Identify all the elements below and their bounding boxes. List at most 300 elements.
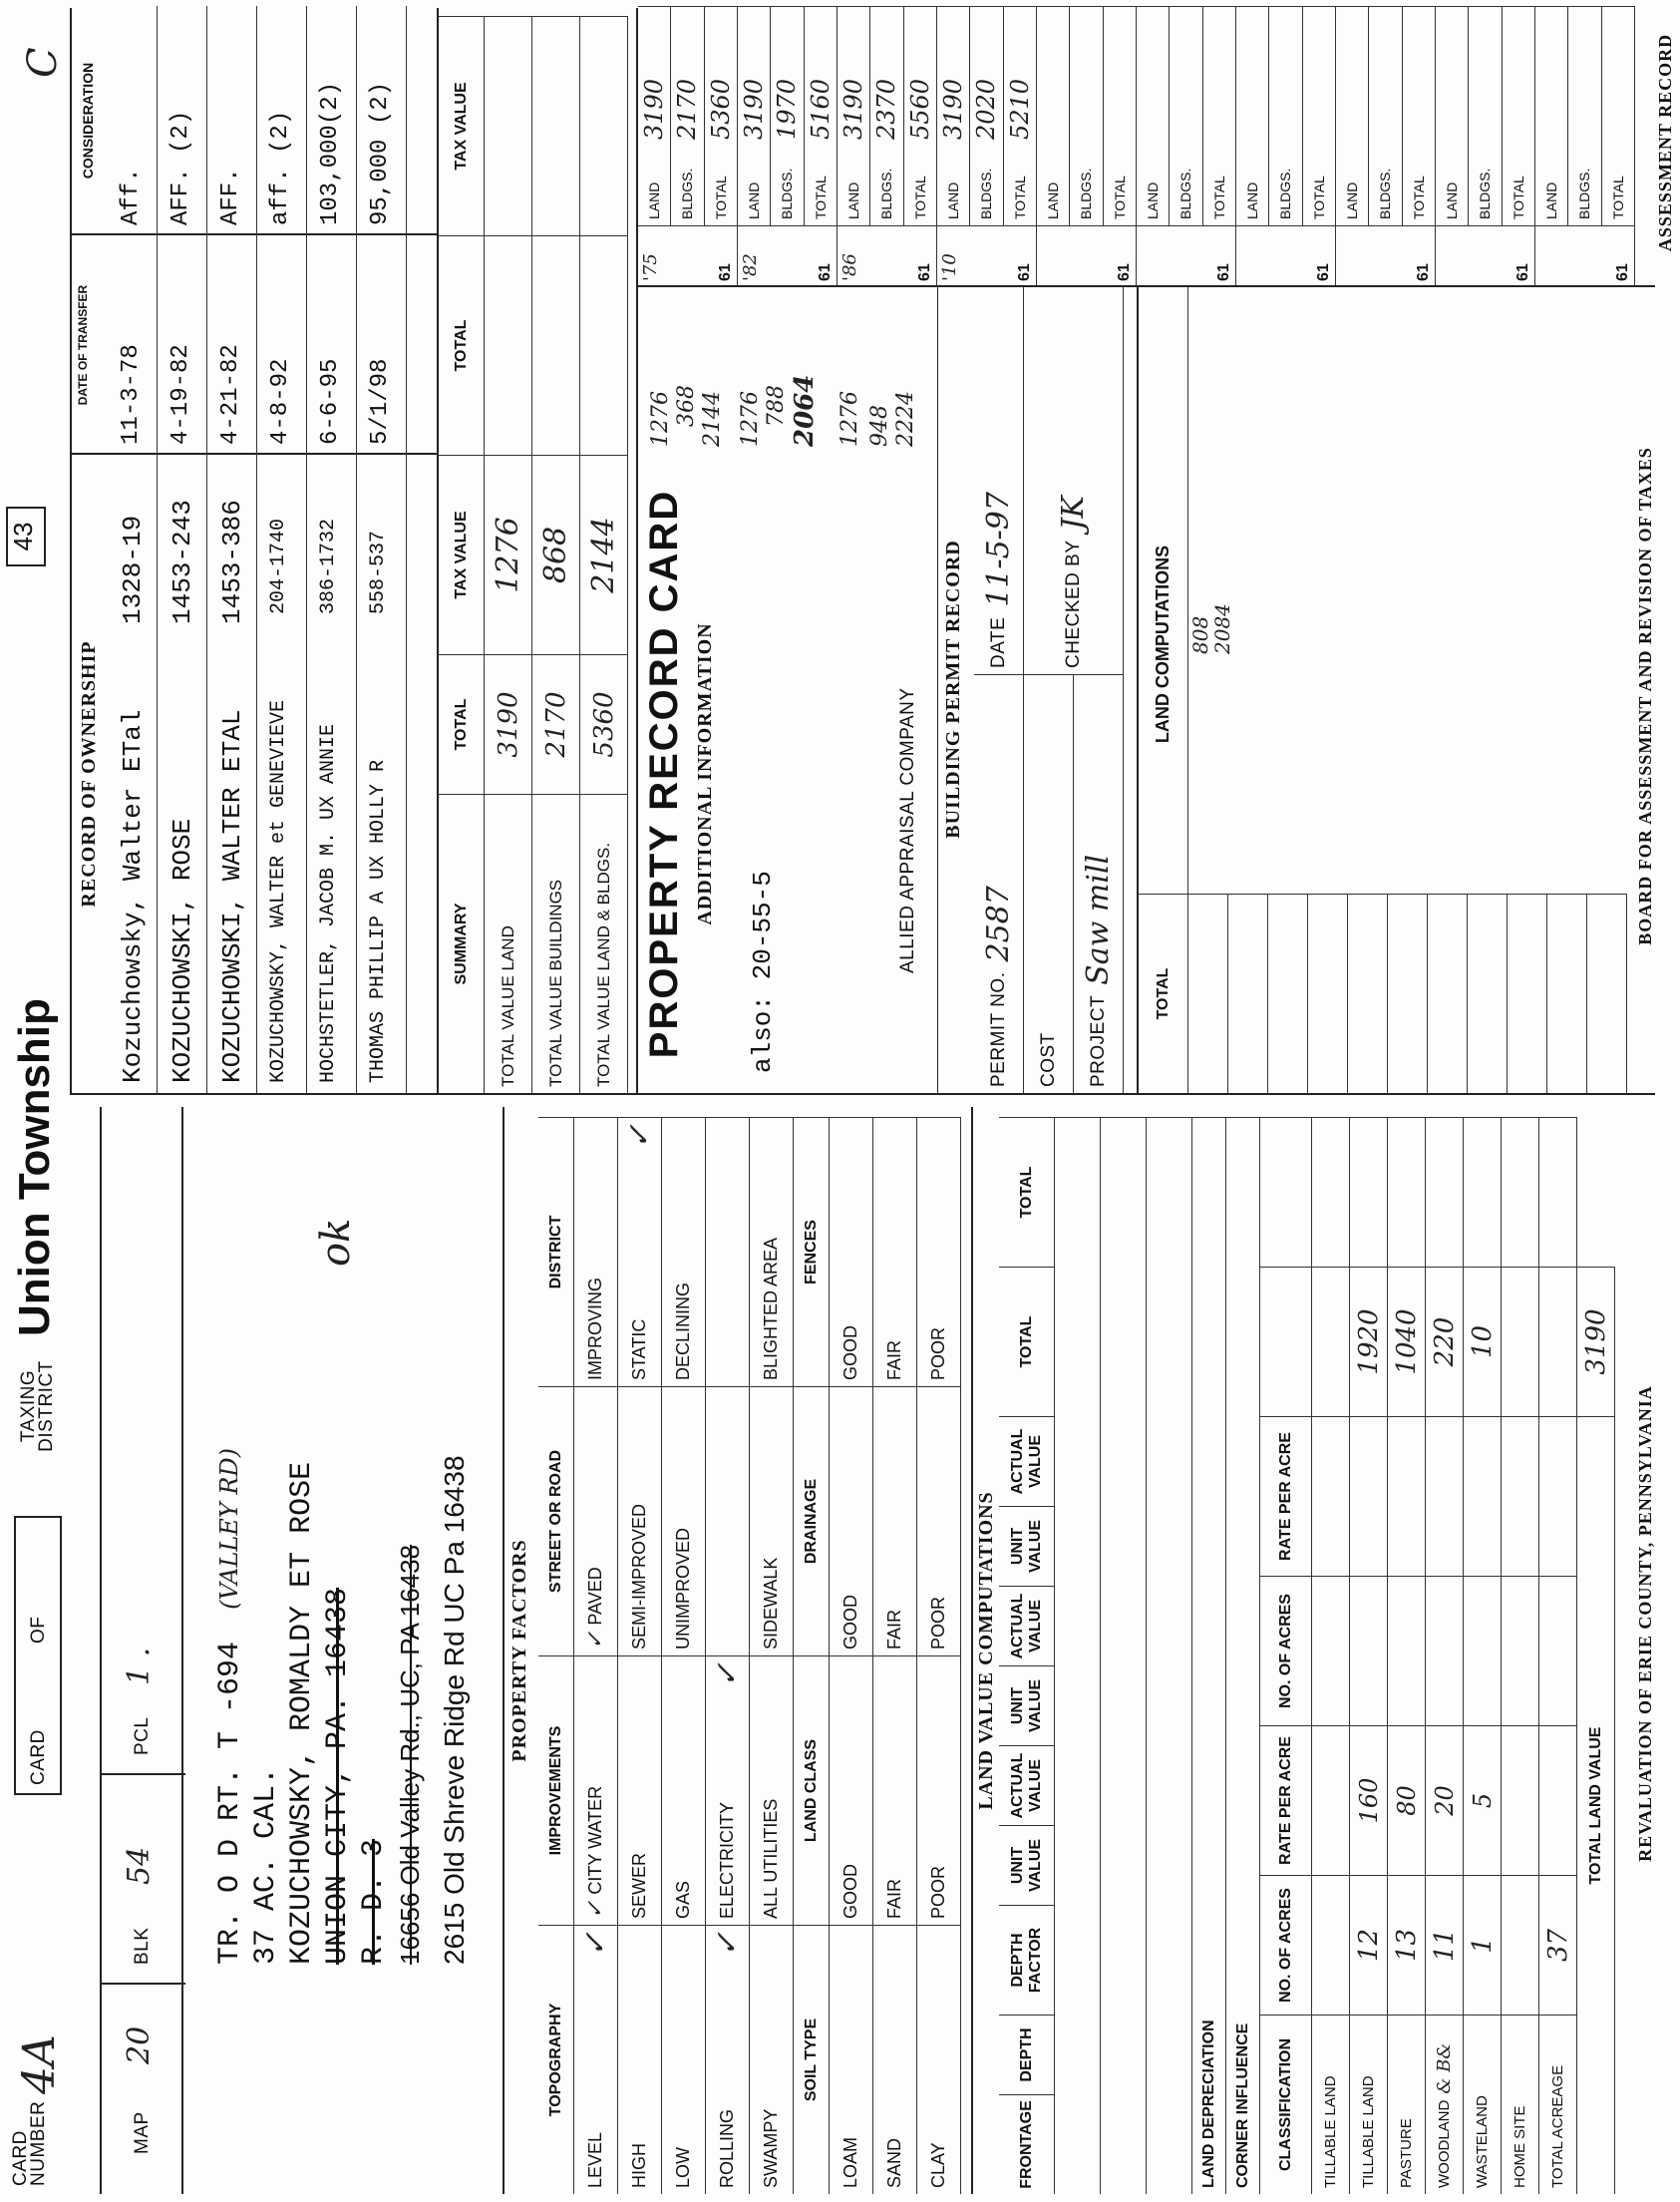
rate-cell[interactable] (1350, 1725, 1388, 1875)
assessment-year-value: '82 (740, 253, 761, 281)
consideration: Aff. (118, 168, 145, 225)
summary-tax-cell-2[interactable] (485, 16, 532, 235)
summary-total-cell[interactable] (580, 654, 628, 794)
class-total-cell[interactable] (1350, 1267, 1388, 1416)
land-class-good[interactable] (830, 1655, 873, 1925)
assessment-bldgs-label: BLDGS. (878, 168, 895, 219)
assessment-year (738, 225, 838, 285)
box-number: 43 (6, 507, 46, 566)
class-total-cell[interactable] (1426, 1267, 1464, 1416)
of-label: OF (28, 1616, 49, 1644)
assessment-year-prefix: 61 (817, 263, 834, 281)
deed-reference: 558-537 (367, 530, 390, 614)
assessment-year-prefix: 61 (1215, 263, 1232, 281)
rate-cell[interactable] (1312, 1725, 1350, 1875)
summary-table (439, 8, 638, 1095)
actual-value-col-2: ACTUAL VALUE (999, 1586, 1055, 1665)
summary-label: TOTAL VALUE BUILDINGS (545, 879, 565, 1087)
fences-fair[interactable] (873, 1117, 917, 1386)
handwritten-notes (638, 287, 937, 457)
note-value: 1276 (738, 391, 763, 447)
assessment-land-label: LAND (1344, 182, 1361, 219)
lc-row[interactable] (1508, 894, 1547, 1093)
address-line-2: 37 AC. CAL. (249, 1766, 283, 1965)
rate-value: 80 (1392, 1785, 1421, 1816)
label: ROLLING (717, 2108, 737, 2188)
owner-name: Kozuchowsky, Walter ETal (118, 709, 148, 1083)
rate-cell[interactable] (1464, 1725, 1502, 1875)
lc-row[interactable] (1428, 894, 1468, 1093)
topography-low[interactable] (662, 1925, 706, 2194)
label: ALL UTILITIES (761, 1798, 781, 1919)
classification-label: TILLABLE LAND (1360, 2075, 1377, 2188)
note-value: 788 (764, 385, 789, 427)
assessment-total-label: TOTAL (911, 176, 928, 219)
date-value: 11-5-97 (981, 492, 1016, 607)
acres-value: 37 (1542, 1928, 1573, 1963)
class-total-value: 1920 (1353, 1308, 1384, 1375)
summary-tax-cell-2[interactable] (532, 16, 580, 235)
card-number-label: CARD NUMBER (10, 2100, 49, 2186)
summary-label-cell (485, 794, 532, 1093)
ownership-rows (108, 6, 407, 1093)
district-declining[interactable] (662, 1117, 706, 1386)
rate-cell-2[interactable] (1426, 1416, 1464, 1576)
rate-value: 160 (1354, 1777, 1383, 1824)
lc-row[interactable] (1388, 894, 1428, 1093)
assessment-year-prefix: 61 (1614, 263, 1631, 281)
label: SAND (884, 2137, 904, 2188)
assessment-total-label: TOTAL (1609, 176, 1626, 219)
fences-header: FENCES (794, 1117, 830, 1386)
land-value-computations (971, 1107, 1619, 2194)
acres-cell-2[interactable] (1464, 1576, 1502, 1725)
permit-project[interactable] (1074, 674, 1124, 1093)
classification-label: TOTAL ACREAGE (1549, 2064, 1566, 2188)
assessment-year (937, 225, 1037, 285)
assessment-bldgs-cell[interactable] (1369, 6, 1402, 225)
assessment-bldgs-cell[interactable] (771, 6, 804, 225)
assessment-year (1336, 225, 1436, 285)
lc-grid (1188, 894, 1647, 1093)
classification-label: WASTELAND (1474, 2095, 1491, 2188)
summary-total-cell-2[interactable] (485, 235, 532, 455)
assessment-bldgs-label: BLDGS. (1576, 168, 1593, 219)
acres-value: 1 (1467, 1937, 1498, 1954)
improvements-header: IMPROVEMENTS (538, 1655, 574, 1925)
land-depreciation: LAND DEPRECIATION (1192, 1117, 1226, 2194)
label: PAVED (585, 1567, 605, 1626)
assessment-bldgs-cell[interactable] (1568, 6, 1601, 225)
total-col-1: TOTAL (999, 1267, 1055, 1416)
lc-value: 2084 (1210, 603, 1234, 654)
frontage-row[interactable] (1101, 1117, 1147, 2194)
deed-reference: 1453-386 (217, 500, 247, 624)
address-line-7: 2615 Old Shreve Ridge Rd UC Pa 16438 (439, 1455, 470, 1965)
consideration: 95,000 (2) (367, 81, 394, 225)
assessment-title: ASSESSMENT RECORD (1655, 33, 1675, 252)
acres-cell-2[interactable] (1426, 1576, 1464, 1725)
street-semi-improved[interactable] (618, 1386, 662, 1655)
summary-total: 2170 (540, 691, 571, 758)
soil-loam[interactable] (830, 1925, 873, 2194)
label: SEWER (629, 1852, 649, 1919)
street-header: STREET OR ROAD (538, 1386, 574, 1655)
assessment-total-label: TOTAL (1310, 176, 1327, 219)
also-parcel: also: 20-55-5 (748, 871, 778, 1073)
rate-value: 5 (1468, 1792, 1497, 1809)
rate-cell-2[interactable] (1464, 1416, 1502, 1576)
summary-total-cell-2[interactable] (580, 235, 628, 455)
fences-poor[interactable] (917, 1117, 961, 1386)
assessment-bldgs-label: BLDGS. (1377, 168, 1394, 219)
assessment-year (1137, 225, 1236, 285)
summary-total-cell[interactable] (532, 654, 580, 794)
improvement-electricity[interactable] (706, 1655, 750, 1925)
label: SWAMPY (761, 2108, 781, 2188)
rate-cell-2[interactable] (1350, 1416, 1388, 1576)
depth-col: DEPTH (999, 2015, 1055, 2094)
assessment-land-cell[interactable] (937, 6, 970, 225)
summary-label: TOTAL VALUE LAND & BLDGS. (593, 842, 613, 1087)
acres-cell-2[interactable] (1350, 1576, 1388, 1725)
label: GOOD (840, 1594, 860, 1650)
lc-row[interactable] (1308, 894, 1348, 1093)
transfer-date: 4-8-92 (267, 358, 294, 445)
map-value: 20 (122, 2025, 157, 2064)
assessment-total-cell[interactable] (1503, 6, 1535, 225)
soil-sand[interactable] (873, 1925, 917, 2194)
assessment-land-label: LAND (1543, 182, 1560, 219)
rate-cell[interactable] (1502, 1725, 1539, 1875)
assessment-land-label: LAND (1444, 182, 1461, 219)
class-total-cell[interactable] (1539, 1267, 1577, 1416)
label: LOW (673, 2146, 693, 2188)
additional-info-title: ADDITIONAL INFORMATION (694, 622, 716, 925)
assessment-total-label: TOTAL (1011, 176, 1028, 219)
assessment-bldgs-label: BLDGS. (1177, 168, 1194, 219)
class-total-cell-2[interactable] (1388, 1117, 1426, 1267)
acres-cell-2[interactable] (1312, 1576, 1350, 1725)
assessment-total-label: TOTAL (712, 176, 729, 219)
class-total-cell-2[interactable] (1426, 1117, 1464, 1267)
total-land-value[interactable] (1577, 1267, 1615, 1416)
assessment-total-value: 5210 (1005, 78, 1034, 140)
assessment-total-cell[interactable] (705, 6, 738, 225)
acres-cell[interactable] (1350, 1875, 1388, 2015)
transfer-date: 11-3-78 (118, 344, 145, 445)
classification-label: HOME SITE (1512, 2105, 1528, 2188)
class-total-cell-2[interactable] (1502, 1117, 1539, 1267)
lc-row[interactable] (1188, 894, 1228, 1093)
district-header: DISTRICT (538, 1117, 574, 1386)
classification-rows (1312, 1107, 1611, 2194)
assessment-bldgs-cell[interactable] (1070, 6, 1103, 225)
soil-type-header: SOIL TYPE (794, 1925, 830, 2194)
ownership-row[interactable] (257, 6, 307, 1093)
class-total-cell-2[interactable] (1350, 1117, 1388, 1267)
assessment-total-cell[interactable] (805, 6, 838, 225)
classification-cell (1502, 2015, 1539, 2194)
assessment-land-value: 3190 (840, 78, 868, 140)
district-static[interactable] (618, 1117, 662, 1386)
deed-reference: 1453-243 (168, 500, 197, 624)
total-land-value-text: 3190 (1580, 1308, 1611, 1375)
summary-label: TOTAL VALUE LAND (498, 925, 517, 1087)
assessment-land-value: 3190 (640, 78, 669, 140)
assessment-total-cell[interactable] (1602, 6, 1635, 225)
summary-tax-cell[interactable] (580, 455, 628, 654)
class-total-cell[interactable] (1464, 1267, 1502, 1416)
lc-row[interactable] (1268, 894, 1308, 1093)
permit-value: 2587 (981, 886, 1016, 962)
assessment-bldgs-value: 2020 (972, 78, 1001, 140)
rate-cell-2[interactable] (1539, 1416, 1577, 1576)
lc-row[interactable] (1547, 894, 1587, 1093)
permit-no[interactable] (974, 674, 1024, 1093)
assessment-land-label: LAND (945, 182, 962, 219)
street-sidewalk[interactable] (750, 1386, 794, 1655)
checked-label: CHECKED BY (1062, 540, 1084, 668)
assessment-bldgs-cell[interactable] (671, 6, 704, 225)
lc-row[interactable] (1468, 894, 1508, 1093)
assessment-land-value: 3190 (939, 78, 968, 140)
date-header: DATE OF TRANSFER (76, 284, 90, 406)
unit-value-col-2: UNIT VALUE (999, 1665, 1055, 1745)
summary-total-cell-2[interactable] (532, 235, 580, 455)
rate-cell[interactable] (1426, 1725, 1464, 1875)
assessment-bldgs-label: BLDGS. (679, 168, 696, 219)
acres-cell[interactable] (1426, 1875, 1464, 2015)
deed-reference: 386-1732 (317, 518, 340, 614)
summary-tax-cell[interactable] (532, 455, 580, 654)
taxing-district-label: TAXING DISTRICT (18, 1360, 57, 1452)
address-line-4: UNION CITY, PA. 16438 (321, 1587, 355, 1965)
note-value: 2064 (790, 374, 820, 447)
rate-cell[interactable] (1388, 1725, 1426, 1875)
acres-cell-2[interactable] (1388, 1576, 1426, 1725)
assessment-land-label: LAND (646, 182, 663, 219)
classification-label: PASTURE (1398, 2118, 1415, 2188)
assessment-land-label: LAND (746, 182, 763, 219)
owner-name: HOCHSTETLER, JACOB M. UX ANNIE (317, 723, 340, 1083)
topography-header: TOPOGRAPHY (538, 1925, 574, 2194)
assessment-bldgs-label: BLDGS. (1277, 168, 1294, 219)
assessment-bldgs-cell[interactable] (1170, 6, 1202, 225)
assessment-bldgs-cell[interactable] (1269, 6, 1302, 225)
summary-tax-header-2: TAX VALUE (439, 16, 485, 235)
assessment-land-cell[interactable] (1037, 6, 1070, 225)
class-total-cell-2[interactable] (1464, 1117, 1502, 1267)
classification-label: TILLABLE LAND (1322, 2075, 1339, 2188)
label: FAIR (884, 1878, 904, 1919)
label: DECLINING (673, 1282, 693, 1380)
owner-name: KOZUCHOWSKI, WALTER ETAL (217, 709, 247, 1083)
address-line-6: 16656 Old Valley Rd., UC, PA 16438 (395, 1544, 425, 1965)
topography-rolling[interactable] (706, 1925, 750, 2194)
assessment-bldgs-value: 2170 (673, 78, 702, 140)
assessment-land-cell[interactable] (1336, 6, 1369, 225)
class-total-value: 1040 (1391, 1308, 1422, 1375)
assessment-rows (638, 6, 1635, 285)
assessment-bldgs-cell[interactable] (870, 6, 903, 225)
rate-cell[interactable] (1539, 1725, 1577, 1875)
note-value: 948 (867, 405, 892, 447)
frontage-header-row (999, 1107, 1055, 2194)
class-total-header-2 (1260, 1117, 1312, 1267)
ownership-row[interactable] (158, 6, 207, 1093)
assessment-year (1436, 225, 1535, 285)
acres-cell[interactable] (1312, 1875, 1350, 2015)
acres-cell-2[interactable] (1502, 1576, 1539, 1725)
class-total-cell-2[interactable] (1539, 1117, 1577, 1267)
address-line-1 (213, 1448, 247, 1965)
acres-cell[interactable] (1539, 1875, 1577, 2015)
deed-reference: 204-1740 (267, 518, 290, 614)
rate-cell-2[interactable] (1388, 1416, 1426, 1576)
summary-total-cell[interactable] (485, 654, 532, 794)
project-value: Saw mill (1081, 854, 1116, 985)
assessment-land-cell[interactable] (1436, 6, 1469, 225)
topography-level[interactable] (574, 1925, 618, 2194)
depth-factor-col: DEPTH FACTOR (999, 1905, 1055, 2015)
building-permit-title: BUILDING PERMIT RECORD (942, 540, 964, 839)
district-improving[interactable] (574, 1117, 618, 1386)
summary-tax: 868 (538, 526, 573, 584)
drainage-fair[interactable] (873, 1386, 917, 1655)
assessment-total-cell[interactable] (1203, 6, 1236, 225)
assessment-land-cell[interactable] (738, 6, 771, 225)
frontage-row[interactable] (1147, 1117, 1192, 2194)
label: LEVEL (585, 2131, 605, 2188)
assessment-total-value: 5360 (706, 78, 735, 140)
check-mark: ✓ (622, 1124, 657, 1150)
note-value: 2144 (700, 391, 725, 447)
blk-label: BLK (132, 1927, 153, 1965)
consideration: AFF. (2) (168, 110, 194, 225)
lc-row[interactable] (1228, 894, 1268, 1093)
actual-value-col-3: ACTUAL VALUE (999, 1416, 1055, 1506)
deed-reference: 1328-19 (118, 515, 148, 624)
assessment-total-cell[interactable] (904, 6, 937, 225)
classification-cell (1464, 2015, 1502, 2194)
assessment-total-value: 5560 (905, 78, 934, 140)
ownership-row[interactable] (207, 6, 257, 1093)
frontage-row[interactable] (1055, 1117, 1101, 2194)
improvement-all-utilities[interactable] (750, 1655, 794, 1925)
class-total-value: 220 (1429, 1316, 1460, 1367)
consideration: 103,000(2) (317, 81, 344, 225)
class-total-cell[interactable] (1388, 1267, 1426, 1416)
footer-left: REVALUATION OF ERIE COUNTY, PENNSYLVANIA (1635, 1385, 1655, 1862)
building-permit-record (937, 287, 1137, 1095)
summary-tax-cell-2[interactable] (580, 16, 628, 235)
ownership-row[interactable] (357, 6, 407, 1093)
rate-cell-2[interactable] (1502, 1416, 1539, 1576)
assessment-land-cell[interactable] (1137, 6, 1170, 225)
summary-total-header-2: TOTAL (439, 235, 485, 455)
permit-date[interactable] (974, 285, 1024, 674)
ownership-row[interactable] (108, 6, 158, 1093)
assessment-year-value: '75 (640, 253, 661, 281)
property-factors-title: PROPERTY FACTORS (508, 1539, 530, 1762)
street-paved[interactable] (574, 1386, 618, 1655)
drainage-poor[interactable] (917, 1386, 961, 1655)
permit-cost[interactable] (1024, 674, 1074, 1093)
district-blank (706, 1117, 750, 1386)
classification-cell (1388, 2015, 1426, 2194)
class-total-cell[interactable] (1312, 1267, 1350, 1416)
actual-value-col-1: ACTUAL VALUE (999, 1745, 1055, 1825)
assessment-land-cell[interactable] (1236, 6, 1269, 225)
classification-label: WOODLAND (1436, 2099, 1453, 2188)
land-class-fair[interactable] (873, 1655, 917, 1925)
lc-row[interactable] (1587, 894, 1627, 1093)
label: IMPROVING (585, 1277, 605, 1380)
pcl-label: PCL (132, 1716, 153, 1755)
summary-tax-cell[interactable] (485, 455, 532, 654)
district-blighted[interactable] (750, 1117, 794, 1386)
card-box (14, 1516, 62, 1795)
rate-cell-2[interactable] (1312, 1416, 1350, 1576)
owner-name: KOZUCHOWSKY, WALTER et GENEVIEVE (267, 699, 290, 1083)
class-total-cell-2[interactable] (1312, 1117, 1350, 1267)
checked-by[interactable] (1024, 285, 1124, 674)
address-line-5: R. D. 3 (357, 1838, 391, 1965)
topography-swampy[interactable] (750, 1925, 794, 2194)
assessment-total-label: TOTAL (1410, 176, 1427, 219)
assessment-land-cell[interactable] (838, 6, 870, 225)
additional-information (638, 457, 937, 1095)
land-computations (1137, 287, 1655, 1095)
assessment-total-label: TOTAL (1111, 176, 1128, 219)
assessment-total-cell[interactable] (1104, 6, 1137, 225)
classification-cell (1350, 2015, 1388, 2194)
improvement-water[interactable] (574, 1655, 618, 1925)
assessment-land-cell[interactable] (1535, 6, 1568, 225)
assessment-year-prefix: 61 (916, 263, 933, 281)
land-class-poor[interactable] (917, 1655, 961, 1925)
assessment-land-cell[interactable] (638, 6, 671, 225)
assessment-land-label: LAND (1145, 182, 1162, 219)
acres-cell[interactable] (1388, 1875, 1426, 2015)
improvement-gas[interactable] (662, 1655, 706, 1925)
street-unimproved[interactable] (662, 1386, 706, 1655)
acres-cell[interactable] (1464, 1875, 1502, 2015)
soil-clay[interactable] (917, 1925, 961, 2194)
assessment-bldgs-label: BLDGS. (1477, 168, 1494, 219)
assessment-year-value: '86 (840, 253, 860, 281)
classification-cell (1426, 2015, 1464, 2194)
acres-cell[interactable] (1502, 1875, 1539, 2015)
assessment-bldgs-cell[interactable] (970, 6, 1003, 225)
fences-good[interactable] (830, 1117, 873, 1386)
class-total-cell[interactable] (1502, 1267, 1539, 1416)
summary-header: SUMMARY (439, 794, 485, 1093)
assessment-total-cell[interactable] (1004, 6, 1037, 225)
acres-cell-2[interactable] (1539, 1576, 1577, 1725)
assessment-bldgs-cell[interactable] (1469, 6, 1502, 225)
assessment-total-cell[interactable] (1403, 6, 1436, 225)
assessment-land-value: 3190 (740, 78, 769, 140)
drainage-good[interactable] (830, 1386, 873, 1655)
lc-row[interactable] (1348, 894, 1388, 1093)
assessment-total-cell[interactable] (1303, 6, 1336, 225)
ownership-row[interactable] (307, 6, 357, 1093)
improvement-sewer[interactable] (618, 1655, 662, 1925)
assessment-land-label: LAND (1045, 182, 1062, 219)
topography-high[interactable] (618, 1925, 662, 2194)
